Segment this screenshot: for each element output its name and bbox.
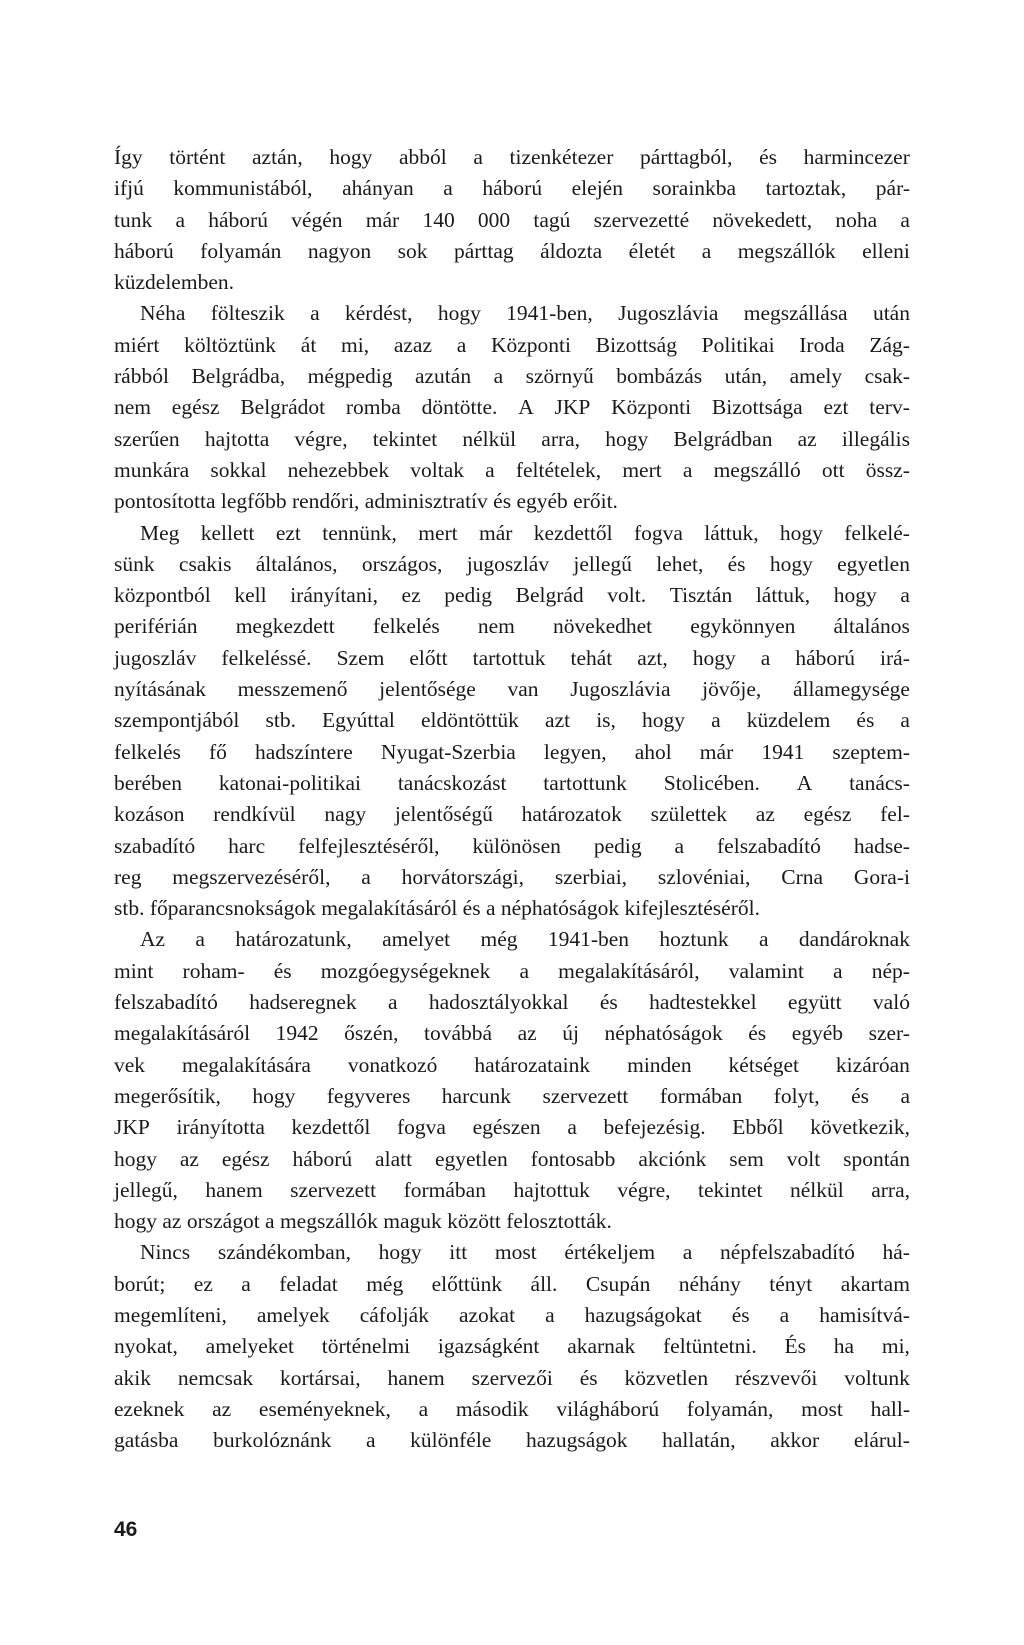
text-line: kozáson rendkívül nagy jelentőségű határozatok születtek az egész fel-	[114, 802, 910, 827]
text-line: nem egész Belgrádot romba döntötte. A JKP Központi Bizottsága ezt terv-	[114, 395, 910, 420]
text-line: gatásba burkolóznánk a különféle hazugságok hallatán, akkor elárul-	[114, 1428, 910, 1453]
text-line: felszabadító hadseregnek a hadosztályokkal és hadtestekkel együtt való	[114, 990, 910, 1015]
text-line: berében katonai-politikai tanácskozást tartottunk Stolicében. A tanács-	[114, 770, 910, 795]
text-line: Nincs szándékomban, hogy itt most értékeljem a népfelszabadító há-	[140, 1240, 910, 1265]
text-line: szerűen hajtotta végre, tekintet nélkül arra, hogy Belgrádban az illegális	[114, 426, 910, 451]
text-line: pontosította legfőbb rendőri, adminisztratív és egyéb erőit.	[114, 489, 618, 514]
text-line: háború folyamán nagyon sok párttag áldozta életét a megszállók elleni	[114, 238, 910, 263]
page-number: 46	[114, 1518, 138, 1541]
text-line: megalakításáról 1942 őszén, továbbá az új néphatóságok és egyéb szer-	[114, 1021, 910, 1046]
text-line: hogy az országot a megszállók maguk között felosztották.	[114, 1209, 612, 1234]
text-line: JKP irányította kezdettől fogva egészen a befejezésig. Ebből következik,	[114, 1115, 910, 1140]
text-line: tunk a háború végén már 140 000 tagú szervezetté növekedett, noha a	[114, 207, 910, 232]
text-line: reg megszervezéséről, a horvátországi, szerbiai, szlovéniai, Crna Gora-i	[114, 864, 910, 889]
text-line: felkelés fő hadszíntere Nyugat-Szerbia legyen, ahol már 1941 szeptem-	[114, 739, 910, 764]
text-line: ezeknek az eseményeknek, a második világháború folyamán, most hall-	[114, 1396, 910, 1421]
text-line: megerősítik, hogy fegyveres harcunk szervezett formában folyt, és a	[114, 1083, 910, 1108]
text-line: jellegű, hanem szervezett formában hajtottuk végre, tekintet nélkül arra,	[114, 1177, 910, 1202]
text-line: borút; ez a feladat még előttünk áll. Csupán néhány tényt akartam	[114, 1271, 910, 1296]
text-line: Az a határozatunk, amelyet még 1941-ben hoztunk a dandároknak	[140, 927, 910, 952]
text-line: nyításának messzemenő jelentősége van Jugoszlávia jövője, államegysége	[114, 677, 910, 702]
text-line: jugoszláv felkeléssé. Szem előtt tartottuk tehát azt, hogy a háború irá-	[114, 645, 910, 670]
text-line: központból kell irányítani, ez pedig Belgrád volt. Tisztán láttuk, hogy a	[114, 583, 910, 608]
text-line: Néha fölteszik a kérdést, hogy 1941-ben, Jugoszlávia megszállása után	[140, 301, 910, 326]
text-line: akik nemcsak kortársai, hanem szervezői és közvetlen részvevői voltunk	[114, 1365, 910, 1390]
text-line: nyokat, amelyeket történelmi igazságként akarnak feltüntetni. És ha mi,	[114, 1334, 910, 1359]
text-line: küzdelemben.	[114, 270, 234, 295]
text-line: mint roham- és mozgóegységeknek a megalakításáról, valamint a nép-	[114, 958, 910, 983]
text-line: Meg kellett ezt tennünk, mert már kezdettől fogva láttuk, hogy felkelé-	[140, 520, 910, 545]
text-line: periférián megkezdett felkelés nem növekedhet egykönnyen általános	[114, 614, 910, 639]
text-line: stb. főparancsnokságok megalakításáról és a néphatóságok kifejlesztéséről.	[114, 896, 760, 921]
text-line: sünk csakis általános, országos, jugoszláv jellegű lehet, és hogy egyetlen	[114, 551, 910, 576]
text-line: ifjú kommunistából, ahányan a háború elején sorainkba tartoztak, pár-	[114, 176, 910, 201]
text-line: megemlíteni, amelyek cáfolják azokat a hazugságokat és a hamisítvá-	[114, 1302, 910, 1327]
text-line: szabadító harc felfejlesztéséről, különösen pedig a felszabadító hadse-	[114, 833, 910, 858]
text-line: munkára sokkal nehezebbek voltak a feltételek, mert a megszálló ott össz-	[114, 457, 910, 482]
text-line: hogy az egész háború alatt egyetlen fontosabb akciónk sem volt spontán	[114, 1146, 910, 1171]
text-line: miért költöztünk át mi, azaz a Központi Bizottság Politikai Iroda Zág-	[114, 332, 910, 357]
text-line: rábból Belgrádba, mégpedig azután a szörnyű bombázás után, amely csak-	[114, 364, 910, 389]
body-text	[114, 142, 910, 1456]
text-line: vek megalakítására vonatkozó határozataink minden kétséget kizáróan	[114, 1052, 910, 1077]
text-line: Így történt aztán, hogy abból a tizenkétezer párttagból, és harmincezer	[114, 145, 910, 169]
text-line: szempontjából stb. Egyúttal eldöntöttük azt is, hogy a küzdelem és a	[114, 708, 910, 733]
